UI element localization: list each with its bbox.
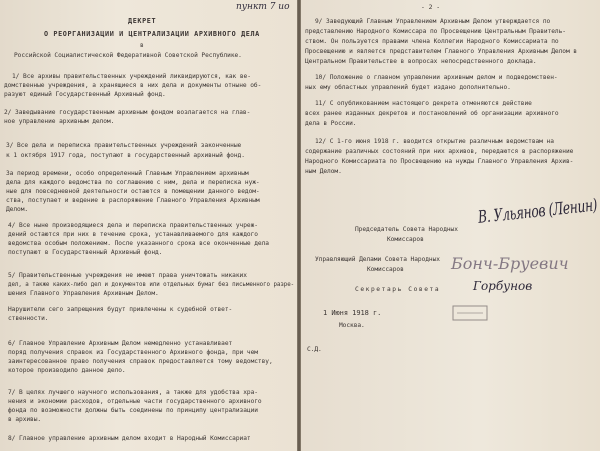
text-line: разуют единый Государственный Архивный фонд.: [4, 91, 166, 98]
text-line: дела для каждого ведомства по соглашению с ним, дела и переписка нуж-: [6, 179, 260, 186]
stamp-mark: [451, 300, 491, 326]
decree-page-1: [0, 0, 297, 451]
text-line: дел, а также каких-либо дел и документов или отдельных бумаг без письменного разре-: [8, 281, 295, 288]
decree-republic: Российской Социалистической Федеративной Советской Республике.: [14, 52, 242, 59]
text-line: домственные учреждения, а хранящиеся в них дела и документы отныне об-: [4, 82, 262, 89]
text-line: 10/ Положение о главном управлении архивным делом и подведомствен-: [315, 74, 558, 81]
text-line: 3/ Все дела и переписка правительственных учреждений законченные: [6, 142, 242, 149]
text-line: содержание различных состояний при них архивов, передаются в распоряжение: [305, 148, 574, 155]
text-line: 6/ Главное Управление Архивным Делом немедленно устанавливает: [8, 340, 233, 347]
decree-subtitle: О РЕОРГАНИЗАЦИИ И ЦЕНТРАЛИЗАЦИИ АРХИВНОГО ДЕЛА: [44, 30, 260, 38]
text-line: Нарушители сего запрещения будут привлечены к судебной ответ-: [8, 306, 233, 313]
text-line: ные для повседневной деятельности остаются в помещении данного ведом-: [6, 188, 260, 195]
text-line: 4/ Все ныне производящиеся дела и переписка правительственных учреж-: [8, 222, 258, 229]
text-line: которое производило данное дело.: [8, 367, 126, 374]
secretary-signature: Горбунов: [473, 279, 533, 293]
decree-date: 1 Июня 1918 г.: [323, 309, 382, 317]
manager-signature: Бонч-Бруевич: [451, 254, 569, 273]
text-line: ства, поступает и ведение в распоряжение Главного Управления Архивным: [6, 197, 260, 204]
text-line: Народного Комиссариата по Просвещению на нужды Главного Управления Архив-: [305, 158, 574, 165]
text-line: 1/ Все архивы правительственных учреждений ликвидируются, как ве-: [12, 73, 251, 80]
text-line: ством. Он пользуется правами члена Коллегии Народного Комиссариата по: [305, 38, 559, 45]
text-line: Делом.: [6, 206, 29, 213]
chairman-label: Председатель Совета Народных: [355, 226, 458, 233]
text-line: ным Делом.: [305, 168, 342, 175]
text-line: 5/ Правительственные учреждения не имеют права уничтожать никаких: [8, 272, 247, 279]
manager-label: Управляющий Делами Совета Народных: [315, 256, 440, 263]
chairman-label-2: Комиссаров: [387, 236, 424, 243]
text-line: 7/ В целях лучшего научного использования, а также для удобства хра-: [8, 389, 258, 396]
decree-city: Москва.: [339, 322, 365, 329]
text-line: фонда по возможности должны быть соединены по принципу централизации: [8, 407, 258, 414]
decree-page-2: [301, 0, 600, 451]
decree-title: ДЕКРЕТ: [128, 17, 157, 25]
text-line: За период времени, особо определенный Главным Управлением архивным: [6, 170, 249, 177]
text-line: дела в России.: [305, 120, 357, 127]
text-line: Центральном Правительстве в вопросах непосредственного доклада.: [305, 58, 537, 65]
text-line: к 1 октября 1917 года, поступают в государственный архивный фонд.: [6, 152, 245, 159]
text-line: 12/ С 1-го июня 1918 г. вводится открытие различным ведомствам на: [315, 138, 554, 145]
text-line: заинтересованное право получения справок предоставляется тому ведомству,: [8, 358, 273, 365]
text-line: поступают в Государственный Архивный фонд.: [8, 249, 163, 256]
decree-initials: С.Д.: [307, 346, 322, 353]
text-line: 9/ Заведующий Главным Управлением Архивным Делом утверждается по: [315, 18, 551, 25]
secretary-label: Секретарь Совета: [355, 286, 441, 293]
text-line: 2/ Заведывание государственным архивным фондом возлагается на глав-: [4, 109, 251, 116]
chairman-signature: В. Ульянов (Ленин): [477, 195, 599, 228]
text-line: ведомства особым положением. После указанного срока все оконченные дела: [8, 240, 269, 247]
text-line: нения и экономии расходов, отдельные части государственного архивного: [8, 398, 262, 405]
text-line: ное управление архивным делом.: [4, 118, 115, 125]
text-line: представлению Народного Комиссара по Просвещению Центральным Правитель-: [305, 28, 566, 35]
text-line: шения Главного Управления Архивным Делом.: [8, 290, 159, 297]
text-line: всех ранее изданных декретов и постановлений об организации архивного: [305, 110, 559, 117]
text-line: Просвещению и является представителем Главного Управления Архивным Делом в: [305, 48, 577, 55]
handwritten-note: пункт 7 ио: [236, 2, 290, 12]
text-line: поряд получения справок из Государственного Архивного фонда, при чем: [8, 349, 258, 356]
text-line: 11/ С опубликованием настоящего декрета отменяются действие: [315, 100, 532, 107]
text-line: в архивы.: [8, 416, 42, 423]
page-number: - 2 -: [421, 3, 440, 11]
decree-preposition: в: [140, 42, 144, 49]
text-line: дений остаются при них в течение срока, устанавливаемого для каждого: [8, 231, 258, 238]
manager-label-2: Комиссаров: [367, 266, 404, 273]
text-line: ственности.: [8, 315, 49, 322]
text-line: 8/ Главное управление архивным делом входит в Народный Комиссариат: [8, 435, 251, 442]
text-line: ных ему областных управлений будет издано дополнительно.: [305, 84, 511, 91]
